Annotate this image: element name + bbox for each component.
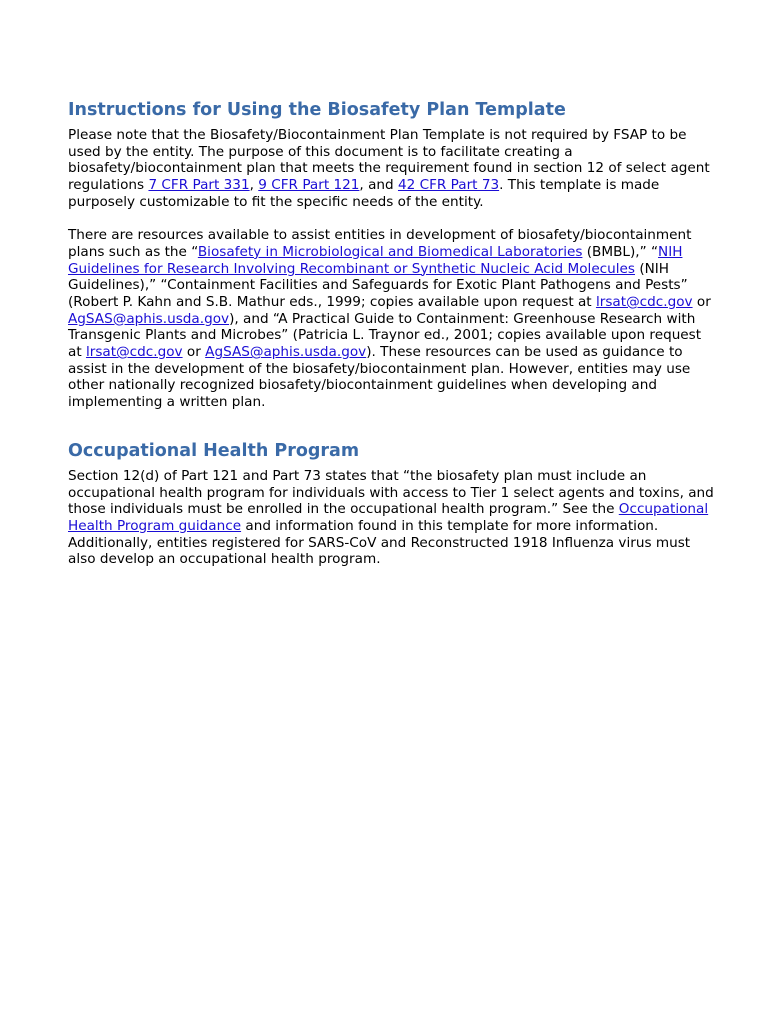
section-heading-occupational-health: Occupational Health Program bbox=[68, 440, 360, 461]
link-email-agsas-1[interactable]: AgSAS@aphis.usda.gov bbox=[68, 310, 230, 327]
link-email-lrsat-1[interactable]: lrsat@cdc.gov bbox=[595, 293, 693, 310]
link-bmbl[interactable]: Biosafety in Microbiological and Biomedical Laboratories bbox=[197, 243, 583, 260]
link-7-cfr-part-331[interactable]: 7 CFR Part 331 bbox=[148, 177, 250, 194]
text-run: and information found in this template for more information. Additionally, entities registered for SARS-CoV and Reconstructed 1918 Influenza virus must also develop an occupational health program. bbox=[68, 517, 691, 568]
text-run: or bbox=[692, 293, 711, 310]
link-nih-guidelines[interactable]: NIH Guidelines for Research Involving Recombinant or Synthetic Nucleic Acid Molecules bbox=[68, 243, 683, 277]
section-heading-instructions: Instructions for Using the Biosafety Plan Template bbox=[68, 100, 566, 120]
link-email-lrsat-2[interactable]: lrsat@cdc.gov bbox=[85, 344, 183, 361]
occupational-health-paragraph bbox=[68, 468, 718, 568]
link-42-cfr-part-73[interactable]: 42 CFR Part 73 bbox=[397, 177, 500, 194]
text-run: There are resources available to assist entities in development of biosafety/biocontainment plans such as the “ bbox=[68, 227, 692, 260]
instructions-paragraph-1 bbox=[68, 127, 718, 211]
link-email-agsas-2[interactable]: AgSAS@aphis.usda.gov bbox=[205, 344, 367, 361]
link-occupational-health-guidance[interactable]: Occupational Health Program guidance bbox=[68, 501, 709, 534]
text-run: ), and “A Practical Guide to Containment: Greenhouse Research with Transgenic Plants and Microbes” (Patricia L. Traynor ed., 2001; copies available upon request at bbox=[68, 310, 702, 361]
text-run: (BMBL),” “ bbox=[582, 243, 659, 260]
text-run: Please note that the Biosafety/Biocontainment Plan Template is not required by FSAP to be used by the entity. The purpose of this document is to facilitate creating a biosafety/biocontainment plan that meets the requirement found in section 12 of select agent regulations bbox=[68, 127, 710, 194]
text-run: (NIH Guidelines),” “Containment Facilities and Safeguards for Exotic Plant Pathogens and Pests” (Robert P. Kahn and S.B. Mathur eds., 1999; copies available upon request at bbox=[68, 260, 688, 310]
text-run: Section 12(d) of Part 121 and Part 73 states that “the biosafety plan must include an occupational health program for individuals with access to Tier 1 select agents and toxins, and those individuals must be enrolled in the occupational health program.” See the bbox=[68, 467, 714, 518]
text-run: , bbox=[249, 177, 259, 194]
text-run: ). These resources can be used as guidance to assist in the development of the biosafety/biocontainment plan. However, entities may use other nationally recognized biosafety/biocontainment guidelines when developing and implementing a written plan. bbox=[68, 344, 691, 411]
document-page bbox=[68, 99, 718, 568]
instructions-paragraph-2 bbox=[68, 227, 718, 411]
text-run: , and bbox=[359, 177, 398, 194]
text-run: or bbox=[182, 344, 206, 361]
link-9-cfr-part-121[interactable]: 9 CFR Part 121 bbox=[258, 177, 360, 194]
text-run: . This template is made purposely customizable to fit the specific needs of the entity. bbox=[68, 177, 660, 210]
